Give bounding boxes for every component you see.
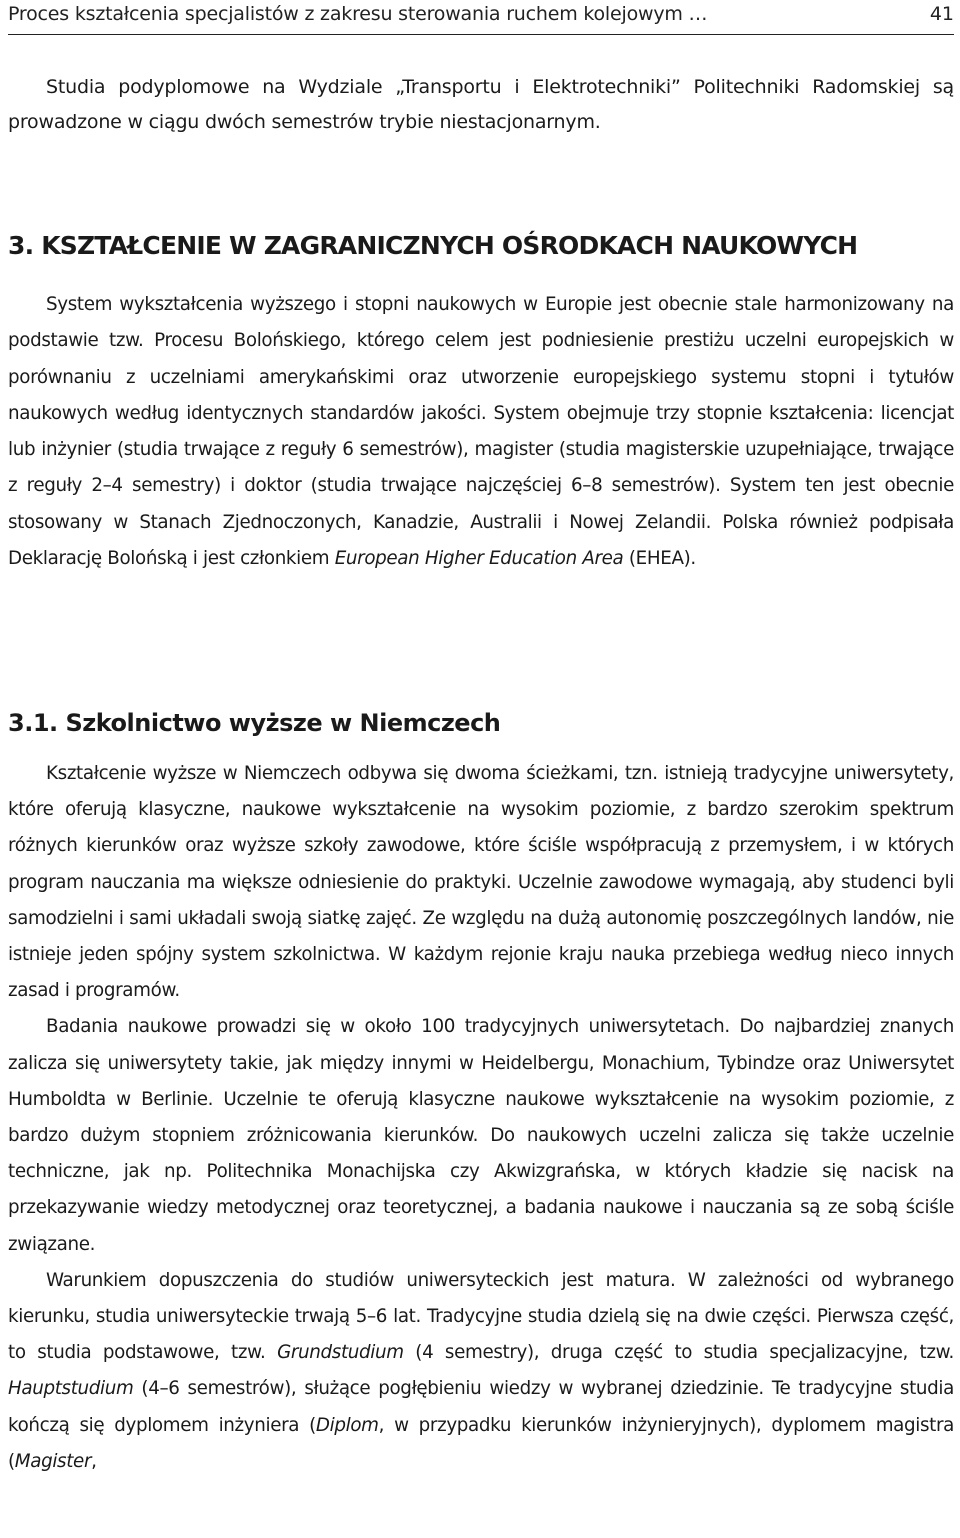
body-paragraph [8,1263,954,1480]
section-paragraph [8,287,954,577]
page-number: 41 [929,3,954,25]
paragraph-text: (4 semestry), druga część to studia specjalizacyjne, tzw. [403,1342,954,1364]
running-header [8,0,954,35]
emphasis-term: Diplom [315,1414,379,1436]
subsection-body [8,756,954,1480]
section-heading: 3. KSZTAŁCENIE W ZAGRANICZNYCH OŚRODKACH NAUKOWYCH [8,230,858,260]
paragraph-text: , w przypadku kierunków inżynieryjnych), dyplomem magistra ( [8,1414,954,1472]
emphasis-term: Magister [14,1450,92,1472]
paragraph-text: (EHEA). [623,548,696,570]
paragraph-text: , [91,1450,97,1472]
paragraph-text: (4–6 semestrów), służące pogłębieniu wiedzy w wybranej dziedzinie. Te tradycyjne studia kończą się dyplomem inżyniera ( [8,1378,954,1436]
body-paragraph: Kształcenie wyższe w Niemczech odbywa się dwoma ścieżkami, tzn. istnieją tradycyjne uniwersytety, które oferują klasyczne, naukowe wykształcenie na wysokim poziomie, z bardzo szerokim spektrum różnych kierunków oraz wyższe szkoły zawodowe, które ściśle współpracują z przemysłem, i w których program nauczania ma większe odniesienie do praktyki. Uczelnie zawodowe wymagają, aby studenci byli samodzielni i sami układali swoją siatkę zajęć. Ze względu na dużą autonomię poszczególnych landów, nie istnieje jeden spójny system szkolnictwa. W każdym rejonie kraju nauka przebiega według nieco innych zasad i programów. [8,763,954,1002]
emphasis-term: Hauptstudium [8,1378,134,1400]
subsection-heading: 3.1. Szkolnictwo wyższe w Niemczech [8,708,501,737]
emphasis-term: European Higher Education Area [334,548,624,570]
intro-paragraph: Studia podyplomowe na Wydziale „Transportu i Elektrotechniki” Politechniki Radomskiej są prowadzone w ciągu dwóch semestrów trybie niestacjonarnym. [8,76,954,133]
paragraph-text: Warunkiem dopuszczenia do studiów uniwersyteckich jest matura. W zależności od wybranego kierunku, studia uniwersyteckie trwają 5–6 lat. Tradycyjne studia dzielą się na dwie części. Pierwsza część, to studia podstawowe, tzw. [8,1269,954,1364]
body-paragraph: Badania naukowe prowadzi się w około 100 tradycyjnych uniwersytetach. Do najbardziej znanych zalicza się uniwersytety takie, jak między innymi w Heidelbergu, Monachium, Tybindze oraz Uniwersytet Humboldta w Berlinie. Uczelnie te oferują klasyczne naukowe wykształcenie na wysokim poziomie, z bardzo dużym stopniem zróżnicowania kierunków. Do naukowych uczelni zalicza się także uczelnie techniczne, jak np. Politechnika Monachijska czy Akwizgrańska, w których kładzie się nacisk na przekazywanie wiedzy metodycznej oraz teoretycznej, a badania naukowe i nauczania są ze sobą ściśle związane. [8,1016,954,1255]
emphasis-term: Grundstudium [277,1342,404,1364]
paragraph-text: System wykształcenia wyższego i stopni naukowych w Europie jest obecnie stale harmonizowany na podstawie tzw. Procesu Bolońskiego, którego celem jest podniesienie prestiżu uczelni europejskich w porównaniu z uczelniami amerykańskimi oraz utworzenie europejskiego systemu stopni i tytułów naukowych według identycznych standardów jakości. System obejmuje trzy stopnie kształcenia: licencjat lub inżynier (studia trwające z reguły 6 semestrów), magister (studia magisterskie uzupełniające, trwające z reguły 2–4 semestry) i doktor (studia trwające najczęściej 6–8 semestrów). System ten jest obecnie stosowany w Stanach Zjednoczonych, Kanadzie, Australii i Nowej Zelandii. Polska również podpisała Deklarację Bolońską i jest członkiem [8,294,954,570]
running-title: Proces kształcenia specjalistów z zakresu sterowania ruchem kolejowym … [8,3,708,25]
